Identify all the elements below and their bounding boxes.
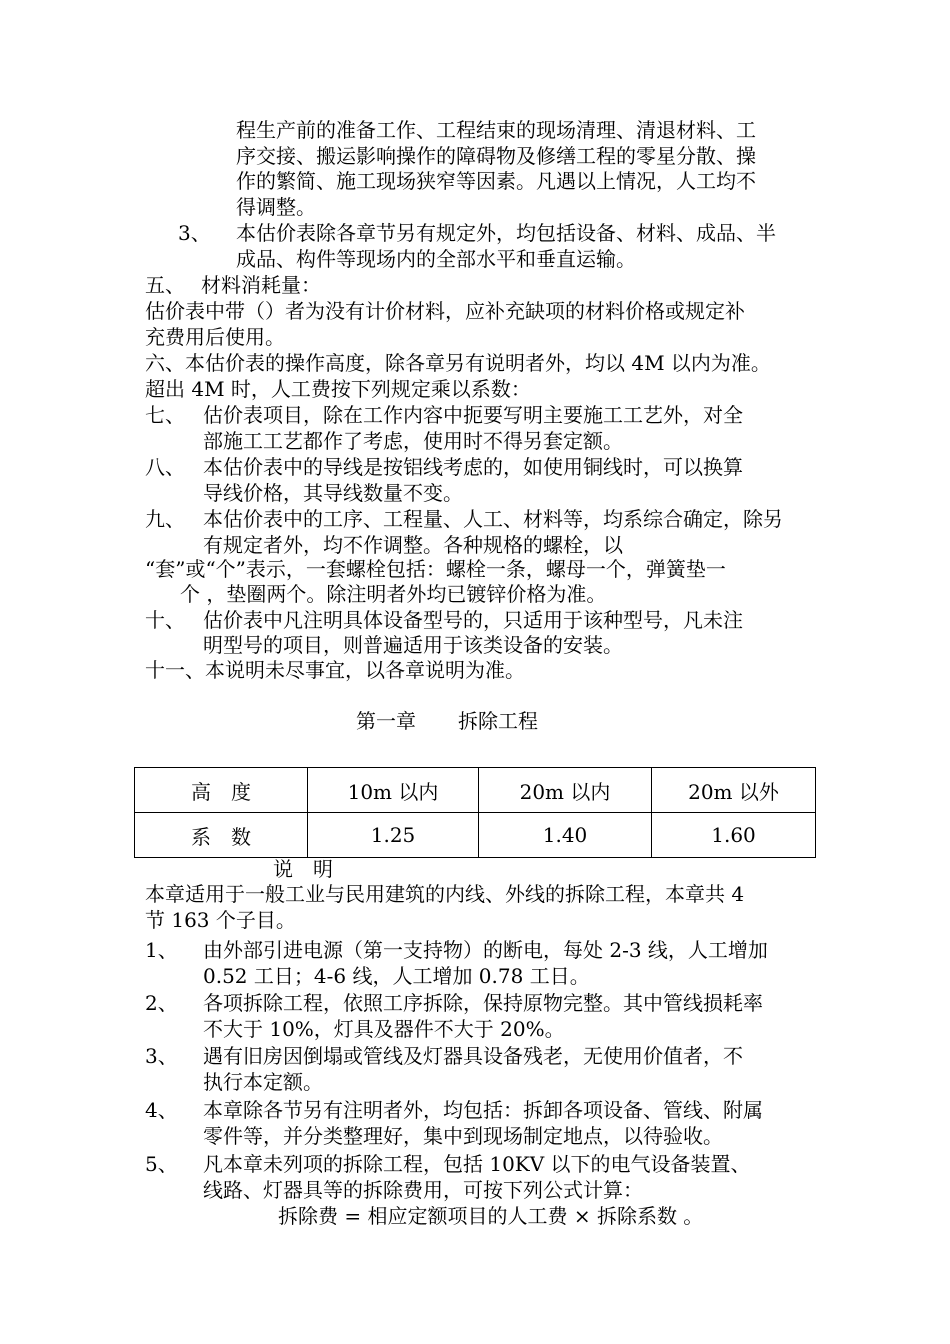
- paragraph-line: 得调整。: [236, 195, 316, 219]
- item-number: 2、: [145, 991, 178, 1015]
- paragraph-line: 估价表中带（）者为没有计价材料，应补充缺项的材料价格或规定补: [145, 299, 745, 323]
- paragraph-line: 执行本定额。: [203, 1070, 323, 1094]
- paragraph-line: 成品、构件等现场内的全部水平和垂直运输。: [236, 247, 636, 271]
- paragraph-line: 估价表项目，除在工作内容中扼要写明主要施工工艺外，对全: [203, 403, 743, 427]
- paragraph-line: 不大于 10%，灯具及器件不大于 20%。: [203, 1017, 565, 1041]
- paragraph-line: 部施工工艺都作了考虑，使用时不得另套定额。: [203, 429, 623, 453]
- table-cell: 20m 以内: [479, 768, 652, 813]
- item-number: 5、: [145, 1152, 178, 1176]
- item-number: 4、: [145, 1098, 178, 1122]
- section-number: 八、: [145, 455, 185, 479]
- table-cell: 10m 以内: [308, 768, 479, 813]
- formula: 拆除费 = 相应定额项目的人工费 × 拆除系数 。: [278, 1204, 704, 1228]
- paragraph-line: 六、本估价表的操作高度，除各章另有说明者外，均以 4M 以内为准。: [145, 351, 771, 375]
- chapter-title: 拆除工程: [458, 709, 538, 733]
- paragraph-line: 凡本章未列项的拆除工程，包括 10KV 以下的电气设备装置、: [203, 1152, 751, 1176]
- table-row: [135, 813, 816, 858]
- height-coefficient-table: [134, 767, 816, 858]
- paragraph-line: “套”或“个”表示，一套螺栓包括：螺栓一条，螺母一个，弹簧垫一: [145, 557, 726, 581]
- paragraph-line: 本估价表除各章节另有规定外，均包括设备、材料、成品、半: [236, 221, 776, 245]
- table-cell: 系 数: [135, 813, 308, 858]
- paragraph-line: 有规定者外，均不作调整。各种规格的螺栓，以: [203, 533, 623, 557]
- paragraph-line: 本估价表中的工序、工程量、人工、材料等，均系综合确定，除另: [203, 507, 783, 531]
- paragraph-line: 明型号的项目，则普遍适用于该类设备的安装。: [203, 633, 623, 657]
- section-number: 十、: [145, 608, 185, 632]
- chapter-number: 第一章: [356, 709, 416, 733]
- section-number: 七、: [145, 403, 185, 427]
- paragraph-line: 十一、本说明未尽事宜，以各章说明为准。: [145, 658, 525, 682]
- explanation-title: 说 明: [273, 857, 333, 881]
- table-cell: 1.40: [479, 813, 652, 858]
- paragraph-line: 作的繁简、施工现场狭窄等因素。凡遇以上情况，人工均不: [236, 169, 756, 193]
- paragraph-line: 程生产前的准备工作、工程结束的现场清理、清退材料、工: [236, 118, 756, 142]
- paragraph-line: 估价表中凡注明具体设备型号的，只适用于该种型号，凡未注: [203, 608, 743, 632]
- paragraph-line: 节 163 个子目。: [145, 908, 296, 932]
- table-cell: 20m 以外: [652, 768, 816, 813]
- table-cell: 高 度: [135, 768, 308, 813]
- section-number: 九、: [145, 507, 185, 531]
- paragraph-line: 个 ，垫圈两个。除注明者外均已镀锌价格为准。: [180, 582, 607, 606]
- item-number: 3、: [178, 221, 211, 245]
- paragraph-line: 本章适用于一般工业与民用建筑的内线、外线的拆除工程，本章共 4: [145, 882, 745, 906]
- item-number: 1、: [145, 938, 178, 962]
- paragraph-line: 0.52 工日；4-6 线，人工增加 0.78 工日。: [203, 964, 590, 988]
- section-number: 五、: [145, 273, 185, 297]
- paragraph-line: 充费用后使用。: [145, 325, 285, 349]
- paragraph-line: 零件等，并分类整理好，集中到现场制定地点，以待验收。: [203, 1124, 723, 1148]
- paragraph-line: 遇有旧房因倒塌或管线及灯器具设备残老，无使用价值者，不: [203, 1044, 743, 1068]
- paragraph-line: 本章除各节另有注明者外，均包括：拆卸各项设备、管线、附属: [203, 1098, 763, 1122]
- paragraph-line: 各项拆除工程，依照工序拆除，保持原物完整。其中管线损耗率: [203, 991, 763, 1015]
- table-row: [135, 768, 816, 813]
- table-cell: 1.60: [652, 813, 816, 858]
- paragraph-line: 由外部引进电源（第一支持物）的断电，每处 2-3 线，人工增加: [203, 938, 768, 962]
- paragraph-line: 序交接、搬运影响操作的障碍物及修缮工程的零星分散、操: [236, 144, 756, 168]
- section-title: 材料消耗量：: [201, 273, 321, 297]
- paragraph-line: 超出 4M 时，人工费按下列规定乘以系数：: [145, 377, 531, 401]
- paragraph-line: 本估价表中的导线是按铝线考虑的，如使用铜线时，可以换算: [203, 455, 743, 479]
- table-cell: 1.25: [308, 813, 479, 858]
- item-number: 3、: [145, 1044, 178, 1068]
- paragraph-line: 导线价格，其导线数量不变。: [203, 481, 463, 505]
- paragraph-line: 线路、灯器具等的拆除费用，可按下列公式计算：: [203, 1178, 643, 1202]
